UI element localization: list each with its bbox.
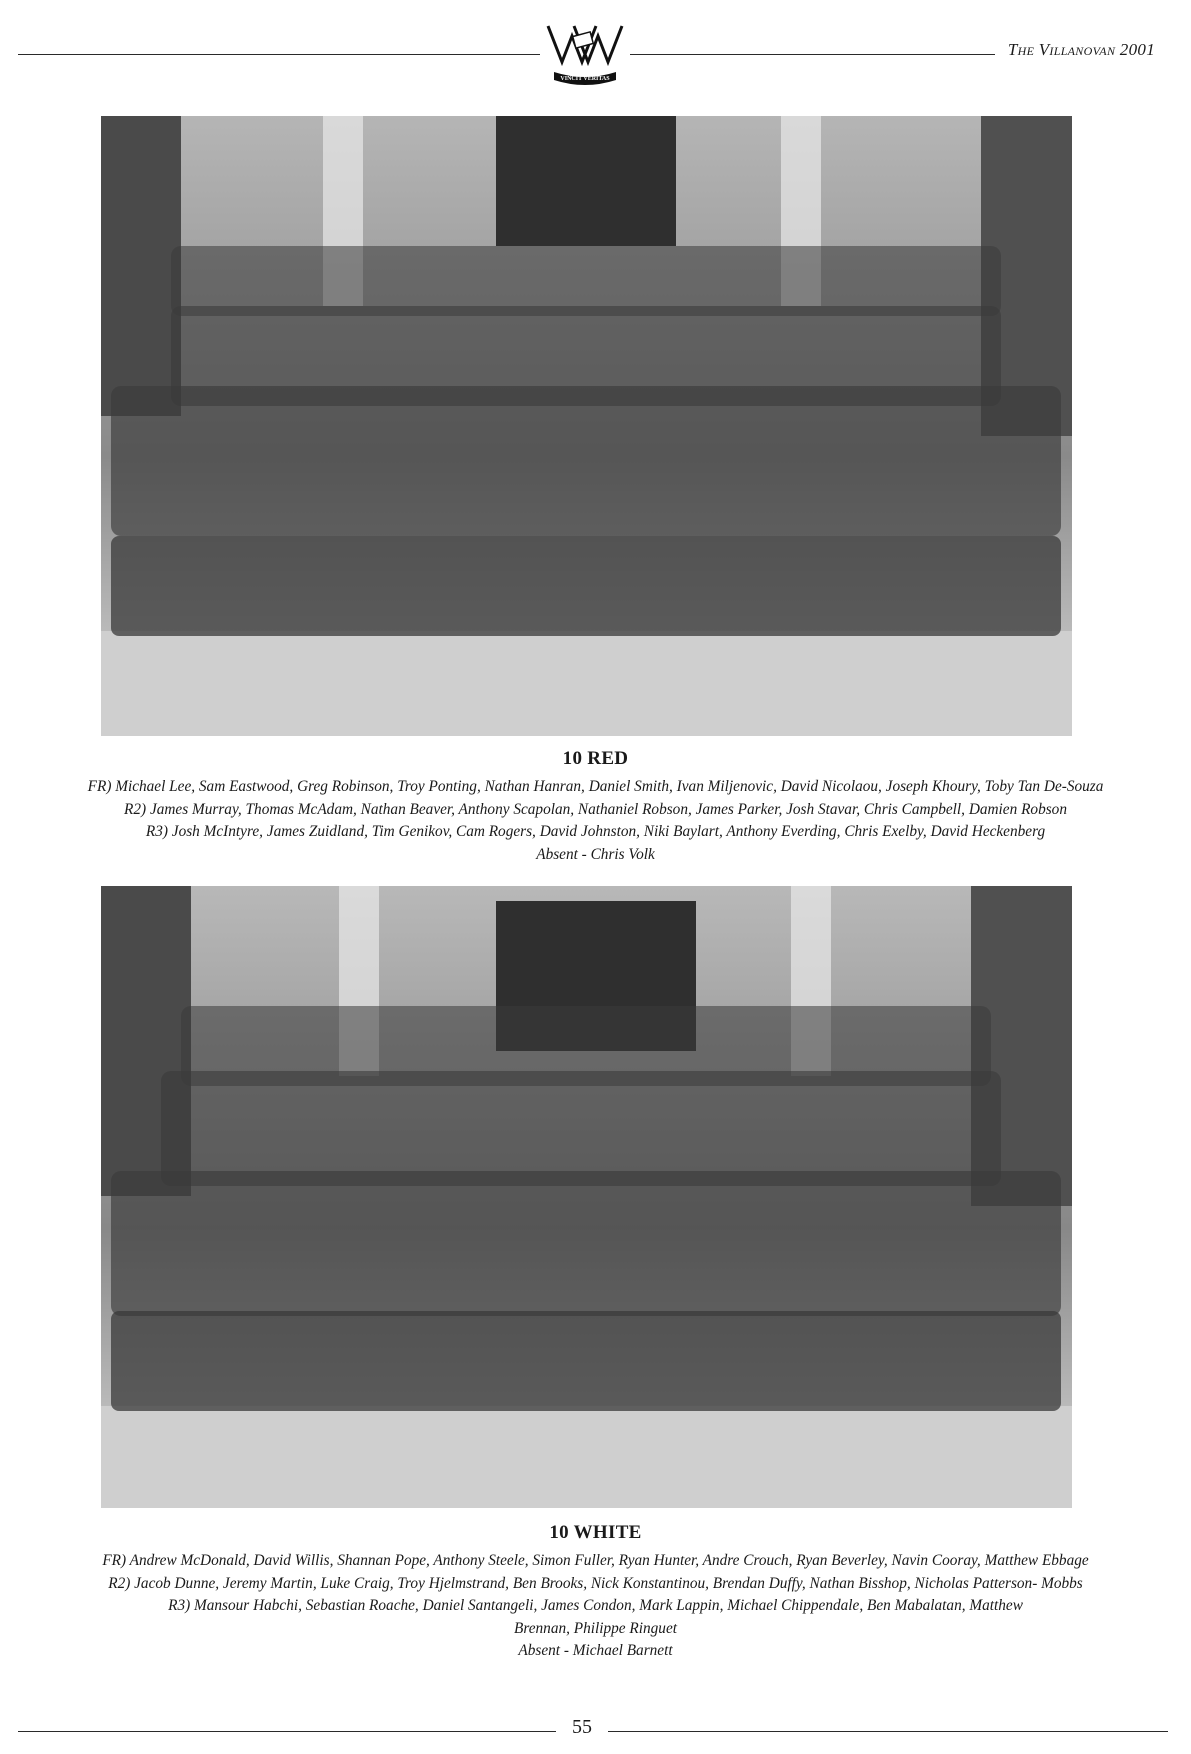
row-three-names: R3) Mansour Habchi, Sebastian Roache, Daniel Santangeli, James Condon, Mark Lappin, Michael Chippendale, Ben Mabalatan, Matthew Brennan, Philippe Ringuet [168,1597,1023,1637]
header-rule-left [18,54,540,55]
page-number: 55 [556,1716,608,1739]
class-photo-10-red [101,116,1072,736]
class-title: 10 RED [562,748,629,769]
class-title: 10 WHITE [549,1522,642,1543]
header-rule-right [630,54,995,55]
row-three-names: R3) Josh McIntyre, James Zuidland, Tim Genikov, Cam Rogers, David Johnston, Niki Baylart, Anthony Everding, Chris Exelby, David Heckenberg [145,823,1046,840]
absent-note: Absent - Michael Barnett [518,1642,673,1659]
caption-10-red [0,748,1191,866]
publication-title: The Villanovan 2001 [1007,40,1155,59]
row-two-names: R2) Jacob Dunne, Jeremy Martin, Luke Craig, Troy Hjelmstrand, Ben Brooks, Nick Konstantinou, Brendan Duffy, Nathan Bisshop, Nicholas Patterson- Mobbs [108,1574,1083,1592]
class-photo-10-white [101,886,1072,1508]
school-crest-logo [544,22,626,86]
front-row-names: FR) Michael Lee, Sam Eastwood, Greg Robinson, Troy Ponting, Nathan Hanran, Daniel Smith, Ivan Miljenovic, David Nicolaou, Joseph Khoury, Toby Tan De-Souza [87,778,1104,795]
absent-note: Absent - Chris Volk [536,845,655,863]
front-row-names: FR) Andrew McDonald, David Willis, Shannan Pope, Anthony Steele, Simon Fuller, Ryan Hunter, Andre Crouch, Ryan Beverley, Navin Cooray, Matthew Ebbage [102,1552,1089,1569]
svg-text:VINCIT VERITAS: VINCIT VERITAS [560,76,610,82]
caption-10-white [0,1522,1191,1663]
row-two-names: R2) James Murray, Thomas McAdam, Nathan Beaver, Anthony Scapolan, Nathaniel Robson, James Parker, Josh Stavar, Chris Campbell, Damien Robson [124,800,1067,818]
